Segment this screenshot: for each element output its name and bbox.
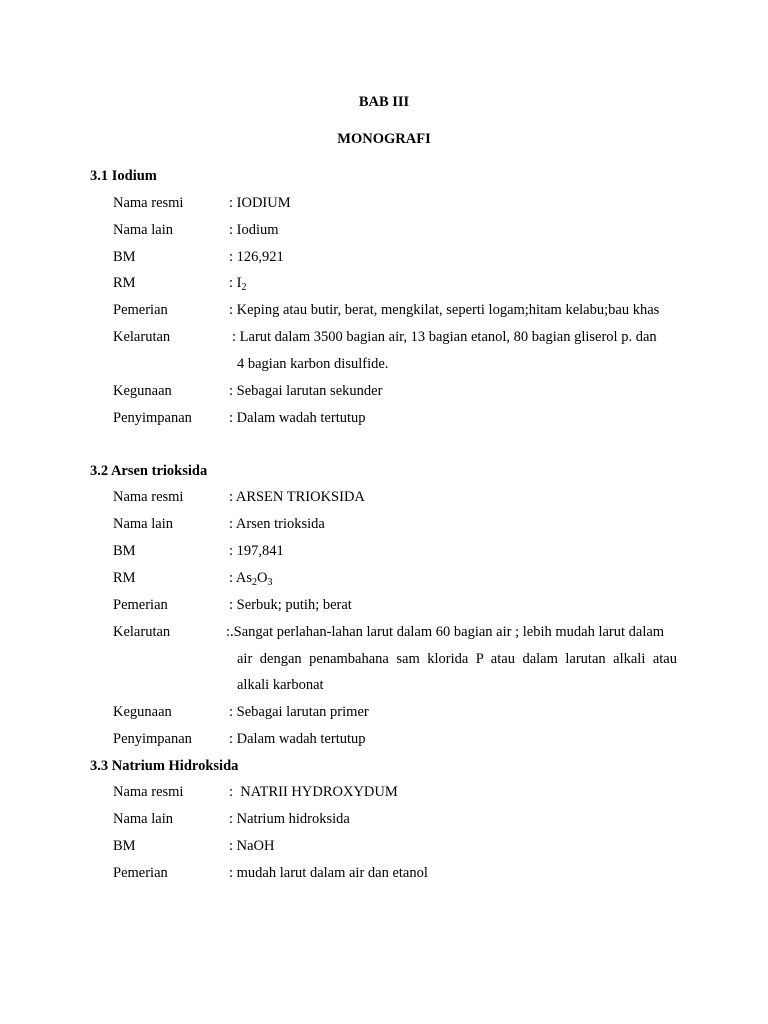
value-nama-resmi: : ARSEN TRIOKSIDA [229, 489, 365, 505]
label-nama-lain: Nama lain [113, 811, 173, 827]
value-nama-resmi: : IODIUM [229, 195, 291, 211]
value-pemerian: : Serbuk; putih; berat [229, 597, 352, 613]
value-bm: : 197,841 [229, 543, 284, 559]
label-nama-lain: Nama lain [113, 516, 173, 532]
value-kegunaan: : Sebagai larutan sekunder [229, 383, 383, 399]
value-kelarutan-line2: air dengan penambahana sam klorida P atau dalam larutan alkali atau [237, 651, 677, 667]
value-rm-formula [229, 274, 246, 292]
section-heading-arsen-trioksida: 3.2 Arsen trioksida [90, 463, 208, 479]
section-heading-iodium: 3.1 Iodium [90, 168, 157, 184]
value-bm: : NaOH [229, 838, 275, 854]
label-bm: BM [113, 838, 136, 854]
label-bm: BM [113, 249, 136, 265]
label-kelarutan: Kelarutan [113, 624, 171, 640]
value-nama-lain: : Iodium [229, 222, 279, 238]
formula-subscript: 3 [267, 577, 273, 588]
value-penyimpanan: : Dalam wadah tertutup [229, 731, 366, 747]
label-nama-resmi: Nama resmi [113, 784, 184, 800]
formula-subscript: 2 [241, 282, 247, 293]
label-nama-resmi: Nama resmi [113, 195, 184, 211]
formula-text: : I [229, 275, 242, 291]
label-penyimpanan: Penyimpanan [113, 410, 192, 426]
value-nama-lain: : Arsen trioksida [229, 516, 325, 532]
label-nama-resmi: Nama resmi [113, 489, 184, 505]
value-nama-lain: : Natrium hidroksida [229, 811, 350, 827]
value-kegunaan: : Sebagai larutan primer [229, 704, 369, 720]
page-title: MONOGRAFI [337, 131, 431, 147]
label-pemerian: Pemerian [113, 597, 168, 613]
value-rm-formula [229, 569, 272, 587]
label-bm: BM [113, 543, 136, 559]
formula-text: : As [229, 570, 252, 586]
value-bm: : 126,921 [229, 249, 284, 265]
value-kelarutan-line2: 4 bagian karbon disulfide. [237, 356, 389, 372]
value-kelarutan-line1: : Larut dalam 3500 bagian air, 13 bagian etanol, 80 bagian gliserol p. dan [232, 329, 657, 345]
value-nama-resmi: : NATRII HYDROXYDUM [229, 784, 398, 800]
value-pemerian: : mudah larut dalam air dan etanol [229, 865, 428, 881]
formula-text: O [256, 570, 268, 586]
label-pemerian: Pemerian [113, 302, 168, 318]
label-kegunaan: Kegunaan [113, 704, 172, 720]
formula-subscript: 2 [251, 577, 257, 588]
value-kelarutan-line1: :.Sangat perlahan-lahan larut dalam 60 bagian air ; lebih mudah larut dalam [226, 624, 665, 640]
label-pemerian: Pemerian [113, 865, 168, 881]
label-rm: RM [113, 275, 136, 291]
value-kelarutan-line3: alkali karbonat [237, 677, 324, 693]
label-kegunaan: Kegunaan [113, 383, 172, 399]
section-heading-natrium-hidroksida: 3.3 Natrium Hidroksida [90, 758, 239, 774]
chapter-heading: BAB III [358, 94, 410, 110]
value-penyimpanan: : Dalam wadah tertutup [229, 410, 366, 426]
value-pemerian: : Keping atau butir, berat, mengkilat, seperti logam;hitam kelabu;bau khas [229, 302, 660, 318]
label-penyimpanan: Penyimpanan [113, 731, 192, 747]
label-kelarutan: Kelarutan [113, 329, 171, 345]
label-nama-lain: Nama lain [113, 222, 173, 238]
label-rm: RM [113, 570, 136, 586]
